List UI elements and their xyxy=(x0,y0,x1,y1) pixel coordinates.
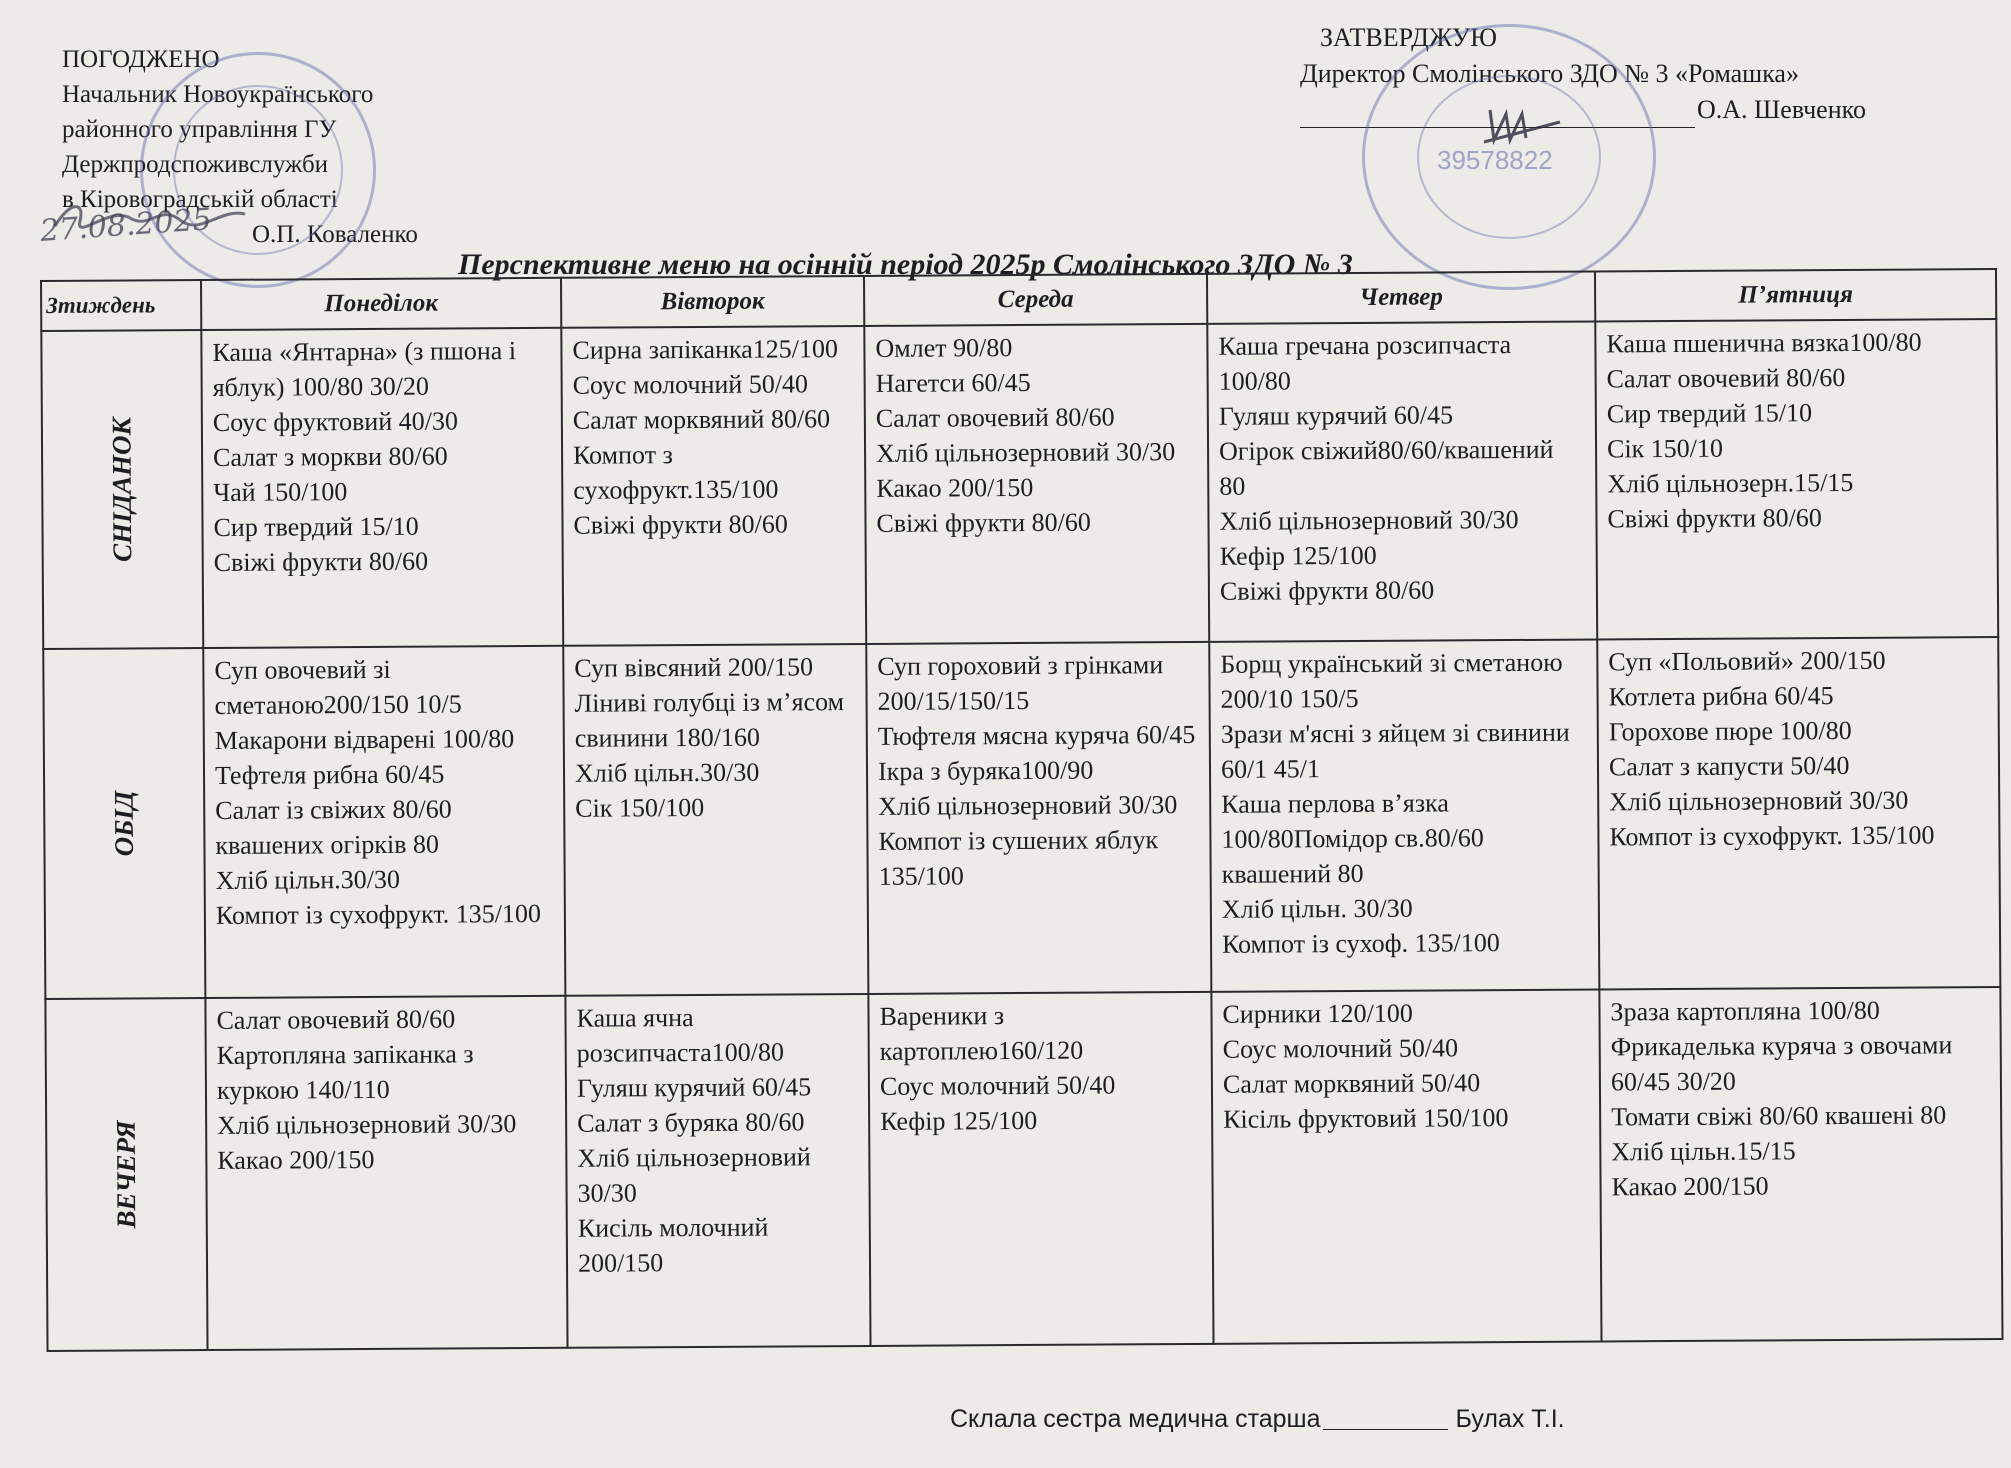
menu-cell xyxy=(203,646,565,998)
dish-item: Салат із свіжих 80/60 квашених огірків 80 xyxy=(215,794,452,860)
dish-item: Сирна запіканка125/100 xyxy=(572,334,839,365)
footer xyxy=(950,1405,1565,1434)
menu-cell xyxy=(1207,322,1597,642)
dish-item: Суп гороховий з грінками 200/15/150/15 xyxy=(877,650,1164,716)
table-row xyxy=(45,987,2002,1351)
day-header: П’ятниця xyxy=(1595,269,1996,321)
table-row xyxy=(41,319,1998,649)
meal-label-cell xyxy=(41,330,203,649)
dish-item: Каша пшенична вязка100/80 xyxy=(1606,327,1922,359)
approval-left-line: в Кіровоградській області xyxy=(62,186,338,213)
dish-item: Ікра з буряка100/90 xyxy=(877,755,1094,786)
meal-label-cell xyxy=(45,998,207,1351)
signature-left-icon xyxy=(50,196,250,245)
dish-item: Какао 200/150 xyxy=(217,1144,375,1175)
footer-signature-icon xyxy=(1323,1407,1448,1430)
dish-item: Компот із сухоф. 135/100 xyxy=(1221,928,1500,959)
dish-item: Свіжі фрукти 80/60 xyxy=(876,507,1091,538)
menu-cell xyxy=(205,996,567,1350)
dish-item: Компот із сушених яблук 135/100 xyxy=(878,825,1159,891)
dish-item: Суп «Польовий» 200/150 xyxy=(1608,645,1886,677)
dish-item: Каша перлова в’язка 100/80Помідор св.80/60 квашений 80 xyxy=(1221,788,1484,889)
menu-cell xyxy=(201,328,563,648)
table-row xyxy=(43,637,2000,999)
dish-item: Салат з моркви 80/60 xyxy=(212,441,448,472)
menu-cell xyxy=(561,326,866,646)
menu-cell xyxy=(563,644,868,996)
dish-item: Каша «Янтарна» (з пшона і яблук) 100/80 30/20 xyxy=(212,336,517,402)
dish-item: Соус фруктовий 40/30 xyxy=(212,406,459,437)
dish-item: Суп вівсяний 200/150 xyxy=(574,652,814,683)
dish-item: Салат морквяний 80/60 xyxy=(572,404,831,435)
dish-item: Горохове пюре 100/80 xyxy=(1608,715,1852,747)
dish-item: Хліб цільнозерновий 30/30 xyxy=(577,1142,811,1208)
dish-item: Хліб цільнозерновий 30/30 xyxy=(1219,504,1519,536)
dish-item: Огірок свіжий80/60/квашений 80 xyxy=(1218,434,1554,501)
dish-item: Зрази м'ясні з яйцем зі свинини 60/1 45/1 xyxy=(1220,717,1570,784)
footer-prefix: Склала сестра медична старша xyxy=(950,1405,1321,1433)
dish-item: Свіжі фрукти 80/60 xyxy=(213,546,429,577)
day-header: Четвер xyxy=(1207,272,1595,324)
dish-item: Свіжі фрукти 80/60 xyxy=(573,509,788,540)
dish-item: Хліб цільн. 30/30 xyxy=(1221,893,1413,924)
dish-item: Чай 150/100 xyxy=(213,477,348,507)
dish-item: Сік 150/10 xyxy=(1606,433,1724,464)
approval-right-heading: ЗАТВЕРДЖУЮ xyxy=(1320,23,1497,52)
dish-item: Какао 200/150 xyxy=(1611,1171,1769,1202)
meal-label: СНІДАНОК xyxy=(106,417,138,562)
dish-item: Салат овочевий 80/60 xyxy=(875,402,1115,433)
day-header: Понеділок xyxy=(201,278,561,330)
dish-item: Соус молочний 50/40 xyxy=(1222,1033,1459,1064)
dish-item: Салат овочевий 80/60 xyxy=(216,1004,456,1035)
dish-item: Гуляш курячий 60/45 xyxy=(576,1072,812,1103)
approval-right-name: О.А. Шевченко xyxy=(1697,95,1866,124)
approval-left-line: районного управління ГУ xyxy=(62,116,337,143)
dish-item: Хліб цільн.15/15 xyxy=(1611,1136,1796,1167)
dish-item: Компот із сухофрукт. 135/100 xyxy=(215,898,542,930)
dish-item: Хліб цільн.30/30 xyxy=(574,757,760,788)
approval-left-heading: ПОГОДЖЕНО xyxy=(62,46,220,73)
handwritten-date: 27.08.2025 xyxy=(38,202,213,249)
dish-item: Салат овочевий 80/60 xyxy=(1606,362,1846,394)
approval-left-name: О.П. Коваленко xyxy=(252,221,418,248)
signature-right-icon xyxy=(1480,100,1570,155)
dish-item: Сік 150/100 xyxy=(575,792,705,823)
menu-cell xyxy=(864,324,1209,644)
dish-item: Хліб цільнозерновий 30/30 xyxy=(875,437,1176,468)
dish-item: Кефір 125/100 xyxy=(880,1105,1038,1136)
dish-item: Нагетси 60/45 xyxy=(875,367,1031,398)
day-header: Середа xyxy=(864,274,1207,326)
menu-table xyxy=(40,268,2004,1352)
dish-item: Сир твердий 15/10 xyxy=(213,511,419,542)
dish-item: Салат з капусти 50/40 xyxy=(1608,750,1850,782)
dish-item: Кефір 125/100 xyxy=(1219,540,1377,571)
dish-item: Зраза картопляна 100/80 xyxy=(1610,995,1880,1027)
dish-item: Салат з буряка 80/60 xyxy=(577,1107,805,1138)
menu-cell xyxy=(1595,319,1998,639)
week-header: Зтиждень xyxy=(41,280,201,331)
dish-item: Соус молочний 50/40 xyxy=(572,369,809,400)
dish-item: Вареники з картоплею160/120 xyxy=(879,1001,1084,1066)
footer-name: Булах Т.І. xyxy=(1455,1405,1565,1433)
dish-item: Соус молочний 50/40 xyxy=(879,1070,1116,1101)
approval-left-line: Держпродспоживслужби xyxy=(62,151,329,178)
dish-item: Суп овочевий зі сметаною200/150 10/5 xyxy=(214,654,462,720)
dish-item: Томати свіжі 80/60 квашені 80 xyxy=(1611,1100,1947,1132)
dish-item: Тефтеля рибна 60/45 xyxy=(214,759,445,790)
page-title: Перспективне меню на осінній період 2025р Смолінського ЗДО № 3 xyxy=(458,248,1353,281)
dish-item: Картопляна запіканка з куркою 140/110 xyxy=(216,1039,474,1105)
dish-item: Компот із сухофрукт. 135/100 xyxy=(1609,820,1935,852)
dish-item: Хліб цільнозерн.15/15 xyxy=(1607,467,1854,499)
day-header: Вівторок xyxy=(561,276,864,328)
dish-item: Хліб цільнозерновий 30/30 xyxy=(878,790,1178,821)
dish-item: Кісіль фруктовий 150/100 xyxy=(1223,1103,1509,1134)
meal-label: ОБІД xyxy=(108,790,140,857)
dish-item: Макарони відварені 100/80 xyxy=(214,724,515,755)
menu-cell xyxy=(1597,637,2000,989)
dish-item: Свіжі фрукти 80/60 xyxy=(1607,503,1822,534)
dish-item: Свіжі фрукти 80/60 xyxy=(1219,575,1435,606)
meal-label-cell xyxy=(43,648,205,999)
dish-item: Хліб цільнозерновий 30/30 xyxy=(217,1109,517,1140)
dish-item: Ліниві голубці із м’ясом свинини 180/160 xyxy=(574,687,845,753)
menu-cell xyxy=(1209,639,1599,991)
dish-item: Какао 200/150 xyxy=(876,472,1034,503)
approval-left-line: Начальник Новоукраїнського xyxy=(62,81,374,108)
dish-item: Салат морквяний 50/40 xyxy=(1222,1068,1481,1099)
stamp-code: 39578822 xyxy=(1437,145,1553,175)
dish-item: Каша гречана розсипчаста 100/80 xyxy=(1218,330,1512,396)
dish-item: Фрикаделька куряча з овочами 60/45 30/20 xyxy=(1610,1030,1953,1097)
menu-cell xyxy=(565,994,870,1348)
dish-item: Тюфтеля мясна куряча 60/45 xyxy=(877,719,1196,751)
dish-item: Сирники 120/100 xyxy=(1222,998,1413,1029)
approval-right-sign-row xyxy=(1300,92,1866,128)
dish-item: Омлет 90/80 xyxy=(875,333,1013,363)
approval-right-position: Директор Смолінського ЗДО № 3 «Ромашка» xyxy=(1300,59,1799,88)
dish-item: Компот з сухофрукт.135/100 xyxy=(572,440,779,505)
dish-item: Кисіль молочний 200/150 xyxy=(577,1212,769,1278)
dish-item: Каша ячна розсипчаста100/80 xyxy=(576,1003,785,1068)
approval-right-block xyxy=(1300,20,1866,128)
meal-label: ВЕЧЕРЯ xyxy=(110,1120,142,1229)
dish-item: Котлета рибна 60/45 xyxy=(1608,681,1834,712)
menu-cell xyxy=(868,992,1213,1346)
menu-cell xyxy=(1599,987,2002,1341)
dish-item: Сир твердий 15/10 xyxy=(1606,398,1813,429)
menu-cell xyxy=(1211,989,1601,1343)
dish-item: Хліб цільн.30/30 xyxy=(215,864,401,895)
dish-item: Хліб цільнозерновий 30/30 xyxy=(1609,785,1909,817)
menu-cell xyxy=(866,642,1211,994)
dish-item: Гуляш курячий 60/45 xyxy=(1218,400,1454,431)
dish-item: Борщ український зі сметаною 200/10 150/5 xyxy=(1220,647,1563,714)
